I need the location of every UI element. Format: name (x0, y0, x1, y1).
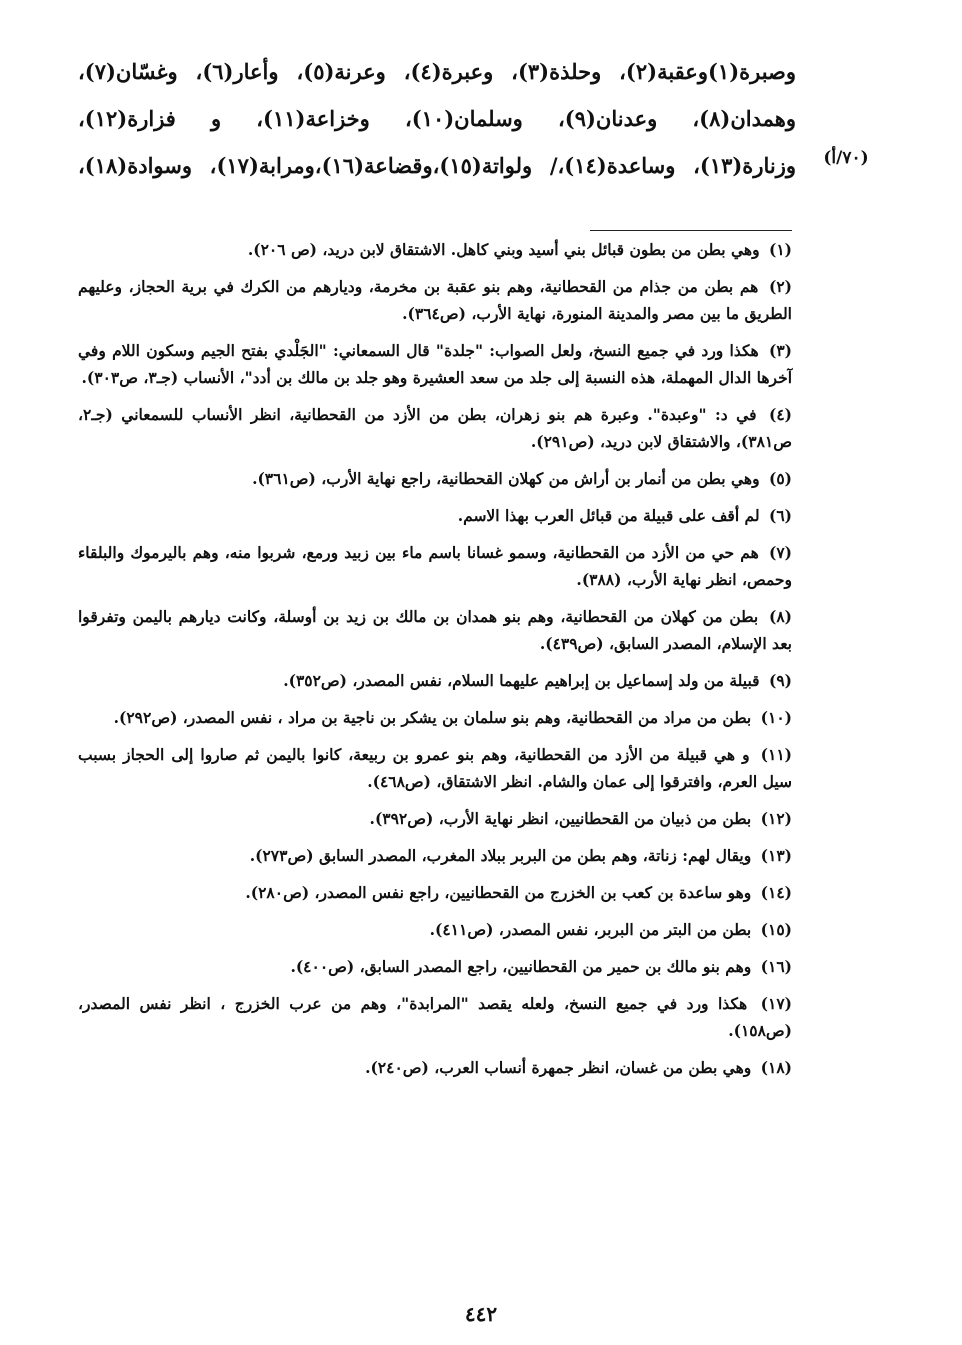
footnote (78, 236, 792, 263)
footnote-number: (١٨) (760, 1058, 792, 1077)
footnote-text: بطن من البتر من البربر، نفس المصدر، (ص٤١١). (429, 920, 752, 939)
footnote (78, 667, 792, 694)
footnote (78, 603, 792, 657)
footnote-text: هكذا ورد في جميع النسخ، ولعل الصواب: "جلدة" قال السمعاني: "الجَلْدي بفتح الجيم وسكون اللام وفي آخرها الدال المهملة، هذه النسبة إلى جلد من سعد العشيرة وهو جلد بن مالك بن أدد"، الأنساب (جـ٣، ص٣٠٣). (78, 341, 792, 387)
footnote-text: بطن من ذبيان من القحطانيين، انظر نهاية الأرب، (ص٣٩٢). (369, 809, 752, 828)
footnote-text: ويقال لهم: زناتة، وهم بطن من البربر ببلاد المغرب، المصدر السابق (ص٢٧٣). (249, 846, 752, 865)
footnote-text: وهم بنو مالك بن حمير من القحطانيين، راجع المصدر السابق، (ص٤٠٠). (290, 957, 752, 976)
footnote-text: هم بطن من جذام من القحطانية، وهم بنو عقبة بن مخرمة، وديارهم من الكرك في برية الحجاز، وعليهم الطريق ما بين مصر والمدينة المنورة، نهاية الأرب، (ص٣٦٤). (78, 277, 792, 323)
footnote-text: لم أقف على قبيلة من قبائل العرب بهذا الاسم. (457, 506, 760, 525)
footnote-number: (١٧) (760, 994, 792, 1013)
footnote (78, 273, 792, 327)
footnote (78, 465, 792, 492)
footnote (78, 337, 792, 391)
main-text-line: وصبرة(١)وعقبة(٢)، وحلذة(٣)، وعبرة(٤)، وعرنة(٥)، وأعار(٦)، وغسّان(٧)، (78, 59, 796, 84)
footnote-text: وهو ساعدة بن كعب بن الخزرج من القحطانيين، راجع نفس المصدر، (ص٢٨٠). (245, 883, 752, 902)
main-text (78, 48, 796, 189)
footnote-number: (١٣) (760, 846, 792, 865)
footnote-text: قبيلة من ولد إسماعيل بن إبراهيم عليهما السلام، نفس المصدر، (ص٣٥٢). (283, 671, 760, 690)
page-number: ٤٤٢ (464, 1302, 498, 1326)
footnote-number: (١٥) (760, 920, 792, 939)
footnote-text: بطن من مراد من القحطانية، وهم بنو سلمان بن يشكر بن ناجية بن مراد ، نفس المصدر، (ص٢٩٢). (113, 708, 752, 727)
footnote-text: بطن من كهلان من القحطانية، وهم بنو همدان بن مالك بن زيد بن أوسلة، وكانت ديارهم باليمن وتفرقوا بعد الإسلام، المصدر السابق، (ص٤٣٩). (78, 607, 792, 653)
footnote-number: (١٤) (760, 883, 792, 902)
footnote-separator (590, 230, 792, 231)
footnote-text: وهي بطن من أنمار بن أراش من كهلان القحطانية، راجع نهاية الأرب، (ص٣٦١). (252, 469, 760, 488)
footnote-number: (٤) (768, 405, 792, 424)
footnote (78, 741, 792, 795)
footnote-text: هم حي من الأزد من القحطانية، وسمو غسانا باسم ماء بين زبيد ورمع، شربوا منه، وهم باليرموك والبلقاء وحمص، انظر نهاية الأرب، (٣٨٨). (78, 543, 792, 589)
footnote-text: وهي بطن من بطون قبائل بني أسيد وبني كاهل. الاشتقاق لابن دريد، (ص ٢٠٦). (247, 240, 760, 259)
main-text-line: وزنارة(١٣)، وساعدة(١٤)،/ ولواتة(١٥)،وقضاعة(١٦)،ومرابة(١٧)، وسوادة(١٨)، (78, 153, 796, 178)
footnote-number: (١) (768, 240, 792, 259)
footnote (78, 502, 792, 529)
footnote-number: (٣) (768, 341, 792, 360)
footnote-number: (٥) (768, 469, 792, 488)
margin-folio-note: (٧٠/أ) (823, 148, 869, 168)
footnote-number: (١٢) (760, 809, 792, 828)
footnote-number: (٢) (768, 277, 792, 296)
footnote (78, 842, 792, 869)
footnote-text: و هي قبيلة من الأزد من القحطانية، وهم بنو عمرو بن ربيعة، كانوا باليمن ثم صاروا إلى الحجاز بسبب سيل العرم، وافترقوا إلى عمان والشام. انظر الاشتقاق، (ص٤٦٨). (78, 745, 792, 791)
footnote-number: (١٠) (760, 708, 792, 727)
footnote (78, 879, 792, 906)
footnote-number: (١٦) (760, 957, 792, 976)
footnote (78, 916, 792, 943)
main-text-line: وهمدان(٨)، وعدنان(٩)، وسلمان(١٠)، وخزاعة(١١)، و فزارة(١٢)، (78, 106, 796, 131)
footnote (78, 401, 792, 455)
footnote-text: وهي بطن من غسان، انظر جمهرة أنساب العرب، (ص٢٤٠). (365, 1058, 752, 1077)
footnote (78, 805, 792, 832)
footnote-number: (١١) (760, 745, 792, 764)
footnote-number: (٨) (768, 607, 792, 626)
footnote-number: (٩) (768, 671, 792, 690)
footnote (78, 990, 792, 1044)
footnote (78, 1054, 792, 1081)
footnote-text: هكذا ورد في جميع النسخ، ولعله يقصد "المرابدة"، وهم من عرب الخزرج ، انظر نفس المصدر، (ص١٥٨). (78, 994, 792, 1040)
footnote-text: في د: "وعبدة". وعبرة هم بنو زهران، بطن من الأزد من القحطانية، انظر الأنساب للسمعاني (جـ٢، ص٣٨١)، والاشتقاق لابن دريد، (ص٢٩١). (78, 405, 792, 451)
footnote-number: (٧) (768, 543, 792, 562)
footnote (78, 539, 792, 593)
footnote (78, 704, 792, 731)
footnote-number: (٦) (768, 506, 792, 525)
footnote (78, 953, 792, 980)
footnotes (78, 236, 792, 1091)
